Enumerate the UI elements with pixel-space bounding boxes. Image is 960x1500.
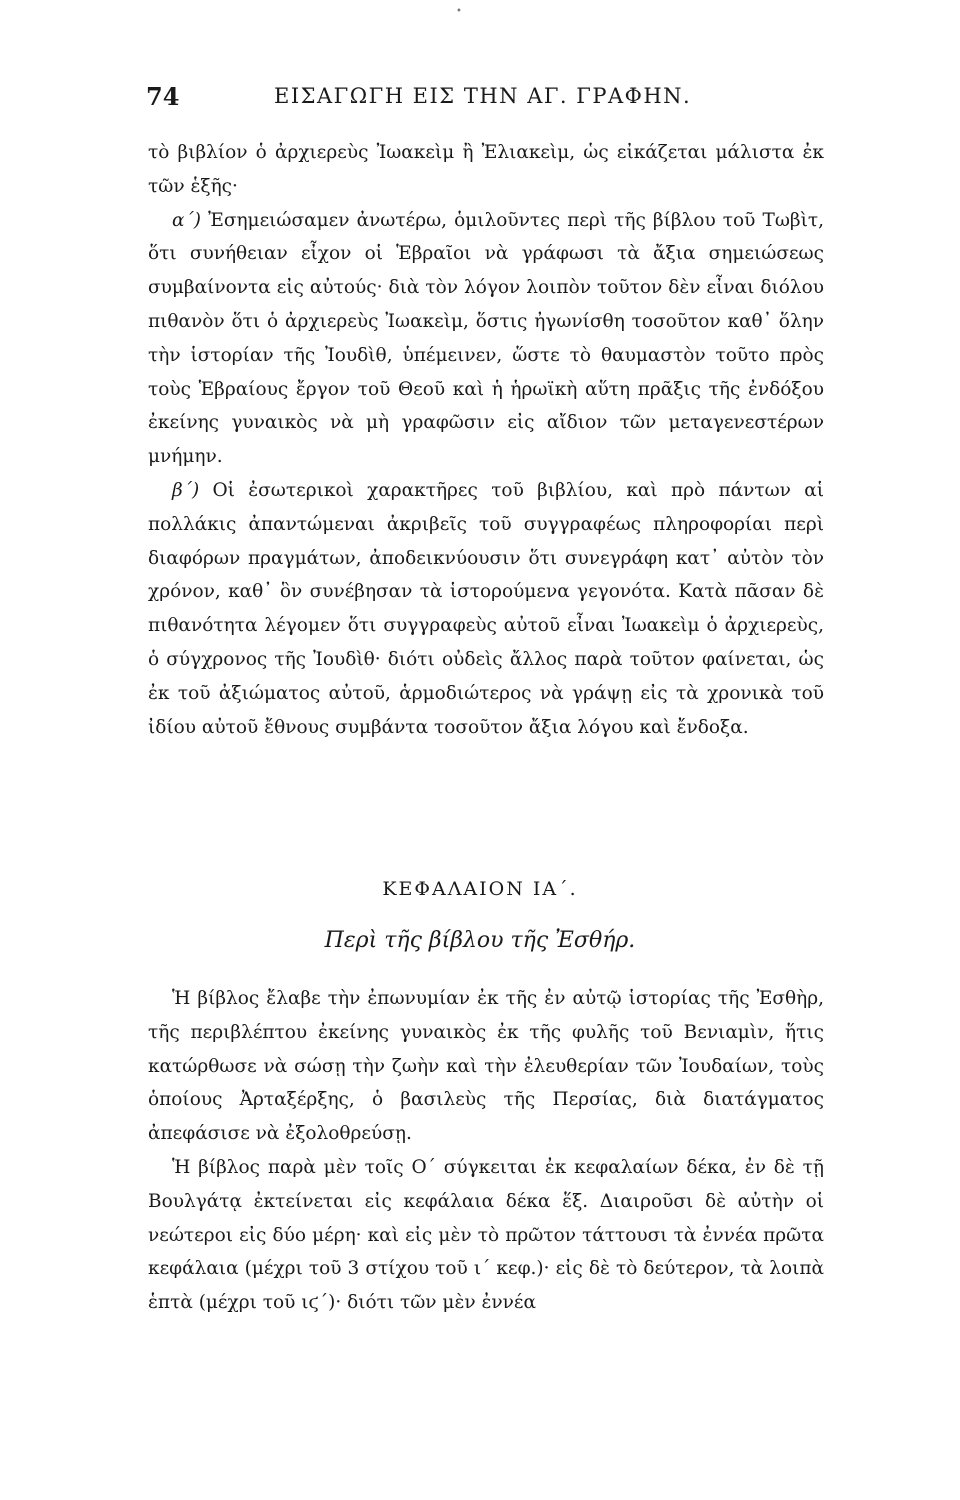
section-esther (148, 982, 824, 1320)
chapter-heading: ΚΕΦΑΛΑΙΟΝ ΙΑ´. (382, 878, 578, 900)
point-a-text: Ἐσημειώσαμεν ἀνωτέρω, ὁμιλοῦντες περὶ τῆς βίβλου τοῦ Τωβὶτ, ὅτι συνήθειαν εἶχον οἱ Ἑβραῖοι νὰ γράφωσι τὰ ἄξια σημειώσεως συμβαίνοντα εἰς αὐτούς· διὰ τὸν λόγον λοιπὸν τοῦτον δὲν εἶναι διόλου πιθανὸν ὅτι ὁ ἀρχιερεὺς Ἰωακεὶμ, ὅστις ἠγωνίσθη τοσοῦτον καθ᾽ ὅλην τὴν ἱστορίαν τῆς Ἰουδὶθ, ὑπέμεινεν, ὥστε τὸ θαυμαστὸν τοῦτο πρὸς τοὺς Ἑβραίους ἔργον τοῦ Θεοῦ καὶ ἡ ἡρωϊκὴ αὕτη πρᾶξις τῆς ἐνδόξου ἐκείνης γυναικὸς νὰ μὴ γραφῶσιν εἰς αἴδιον τῶν μεταγενεστέρων μνήμην. (148, 209, 824, 468)
point-a-marker: α´) (172, 209, 201, 231)
running-title: ΕΙΣΑΓΩΓΗ ΕΙΣ ΤΗΝ ΑΓ. ΓΡΑΦΗΝ. (274, 84, 692, 108)
esther-paragraph-2: Ἡ βίβλος παρὰ μὲν τοῖς Ο´ σύγκειται ἐκ κεφαλαίων δέκα, ἐν δὲ τῇ Βουλγάτᾳ ἐκτείνεται εἰς κεφάλαια δέκα ἕξ. Διαιροῦσι δὲ αὐτὴν οἱ νεώτεροι εἰς δύο μέρη· καὶ εἰς μὲν τὸ πρῶτον τάττουσι τὰ ἐννέα πρῶτα κεφάλαια (μέχρι τοῦ 3 στίχου τοῦ ι´ κεφ.)· εἰς δὲ τὸ δεύτερον, τὰ λοιπὰ ἑπτὰ (μέχρι τοῦ ιϛ´)· διότι τῶν μὲν ἐννέα (148, 1156, 824, 1314)
running-header (146, 82, 826, 122)
point-b-text: Οἱ ἐσωτερικοὶ χαρακτῆρες τοῦ βιβλίου, καὶ πρὸ πάντων αἱ πολλάκις ἀπαντώμεναι ἀκριβεῖς τοῦ συγγραφέως πληροφορίαι περὶ διαφόρων πραγμάτων, ἀποδεικνύουσιν ὅτι συνεγράφη κατ᾽ αὐτὸν τὸν χρόνον, καθ᾽ ὃν συνέβησαν τὰ ἱστορούμενα γεγονότα. Κατὰ πᾶσαν δὲ πιθανότητα λέγομεν ὅτι συγγραφεὺς αὐτοῦ εἶναι Ἰωακεὶμ ὁ ἀρχιερεὺς, ὁ σύγχρονος τῆς Ἰουδὶθ· διότι οὐδεὶς ἄλλος παρὰ τοῦτον φαίνεται, ὡς ἐκ τοῦ ἀξιώματος αὐτοῦ, ἁρμοδιώτερος νὰ γράψῃ εἰς τὰ χρονικὰ τοῦ ἰδίου αὐτοῦ ἔθνους συμβάντα τοσοῦτον ἄξια λόγου καὶ ἔνδοξα. (148, 479, 824, 738)
section-judith-authorship (148, 136, 824, 744)
chapter-subtitle: Περὶ τῆς βίβλου τῆς Ἐσθήρ. (324, 928, 636, 953)
point-a-paragraph (148, 204, 824, 474)
top-mark: • (456, 6, 462, 17)
point-b-marker: β´) (172, 479, 200, 501)
esther-paragraph-1: Ἡ βίβλος ἔλαβε τὴν ἐπωνυμίαν ἐκ τῆς ἐν αὐτῷ ἱστορίας τῆς Ἐσθὴρ, τῆς περιβλέπτου ἐκείνης γυναικὸς ἐκ τῆς φυλῆς τοῦ Βενιαμὶν, ἥτις κατώρθωσε νὰ σώσῃ τὴν ζωὴν καὶ τὴν ἐλευθερίαν τῶν Ἰουδαίων, τοὺς ὁποίους Ἀρταξέρξης, ὁ βασιλεὺς τῆς Περσίας, διὰ διατάγματος ἀπεφάσισε νὰ ἐξολοθρεύσῃ. (148, 988, 824, 1145)
page-number: 74 (146, 82, 180, 111)
point-b-paragraph (148, 474, 824, 744)
intro-paragraph: τὸ βιβλίον ὁ ἀρχιερεὺς Ἰωακεὶμ ἢ Ἐλιακεὶμ, ὡς εἰκάζεται μάλιστα ἐκ τῶν ἑξῆς· (148, 142, 824, 197)
